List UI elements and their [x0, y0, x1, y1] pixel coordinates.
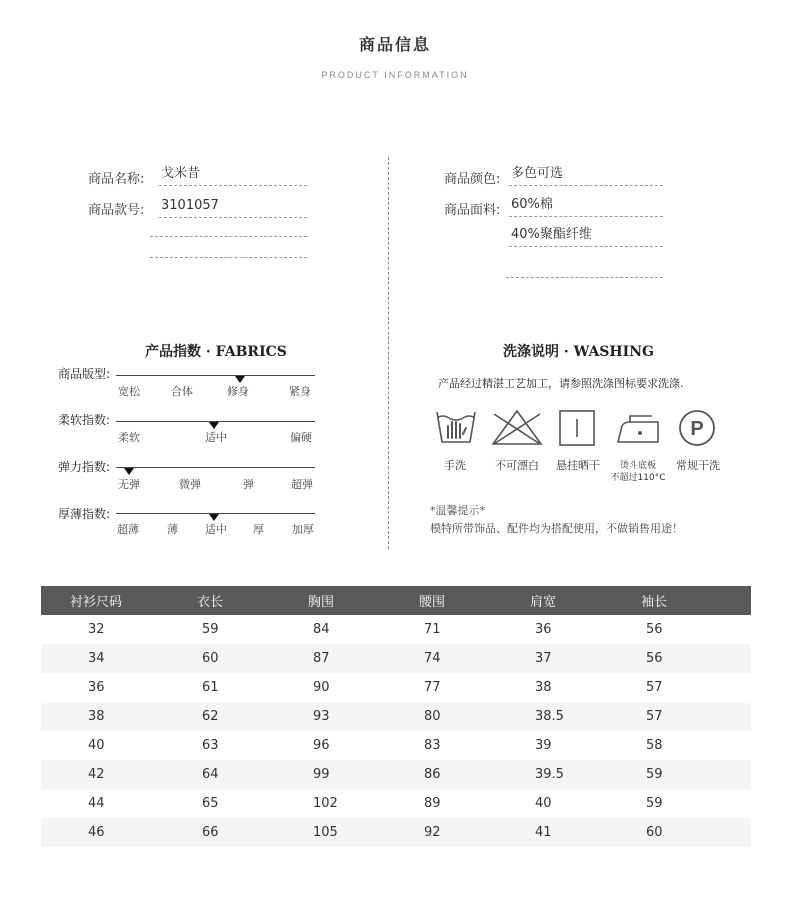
table-cell: 42 — [41, 760, 152, 789]
table-cell: 44 — [88, 796, 105, 811]
column-header: 肩宽 — [485, 586, 596, 615]
table-cell: 46 — [41, 818, 152, 847]
thickness-scale-marker — [209, 514, 219, 521]
fit-scale-label: 商品版型: — [58, 367, 111, 381]
hand-wash-icon — [434, 408, 478, 448]
page-title: 商品信息 — [358, 35, 431, 54]
product-name-label: 商品名称: — [88, 172, 145, 187]
table-cell: 77 — [424, 680, 441, 695]
hang-dry-label: 悬挂晒干 — [556, 459, 600, 472]
table-cell: 65 — [202, 796, 219, 811]
scale-tick: 偏硬 — [290, 431, 312, 444]
elasticity-scale-marker — [124, 468, 134, 475]
scale-tick: 修身 — [227, 385, 249, 398]
scale-tick: 弹 — [243, 478, 254, 491]
table-cell: 38 — [535, 680, 552, 695]
washing-title: 洗涤说明 · WASHING — [503, 344, 654, 360]
table-cell: 87 — [263, 644, 374, 673]
size-table — [41, 586, 751, 847]
table-cell: 66 — [152, 818, 263, 847]
table-header-row — [41, 586, 751, 615]
table-cell: 57 — [596, 702, 751, 731]
scale-tick: 适中 — [205, 431, 227, 444]
scale-tick: 合体 — [171, 385, 193, 398]
table-cell: 56 — [596, 644, 751, 673]
product-code-label: 商品款号: — [88, 203, 145, 218]
dry-clean-icon — [676, 408, 720, 448]
softness-scale-label: 柔软指数: — [58, 413, 111, 427]
table-cell: 39.5 — [485, 760, 596, 789]
table-row — [41, 615, 751, 644]
table-cell: 71 — [424, 622, 441, 637]
blank-line — [150, 236, 307, 237]
fit-scale-line — [116, 375, 315, 376]
scale-tick: 加厚 — [292, 523, 314, 536]
table-cell: 62 — [152, 702, 263, 731]
table-cell: 39 — [535, 738, 552, 753]
table-cell: 86 — [374, 760, 485, 789]
table-cell: 56 — [646, 622, 663, 637]
table-row — [41, 731, 751, 760]
scale-tick: 柔软 — [118, 431, 140, 444]
product-fabric-value-2: 40%聚酯纤维 — [509, 227, 663, 247]
product-fabric-value-1: 60%棉 — [509, 197, 663, 217]
scale-tick: 微弹 — [179, 478, 201, 491]
scale-tick: 薄 — [167, 523, 178, 536]
table-cell: 84 — [313, 622, 330, 637]
table-row — [41, 818, 751, 847]
column-header: 腰围 — [374, 586, 485, 615]
table-cell: 59 — [202, 622, 219, 637]
table-cell: 40 — [535, 796, 552, 811]
table-cell: 38 — [41, 702, 152, 731]
table-cell: 89 — [424, 796, 441, 811]
table-cell: 38.5 — [485, 702, 596, 731]
table-cell: 32 — [88, 622, 105, 637]
table-cell: 36 — [88, 680, 105, 695]
table-cell: 59 — [646, 796, 663, 811]
table-cell: 41 — [485, 818, 596, 847]
section-divider — [388, 157, 389, 549]
iron-label-temp: 不超过110°C — [610, 473, 666, 483]
table-row — [41, 702, 751, 731]
scale-tick: 适中 — [205, 523, 227, 536]
scale-tick: 超薄 — [117, 523, 139, 536]
scale-tick: 宽松 — [118, 385, 140, 398]
table-row — [41, 644, 751, 673]
table-cell: 80 — [374, 702, 485, 731]
table-cell: 60 — [596, 818, 751, 847]
table-cell: 83 — [424, 738, 441, 753]
table-cell: 58 — [646, 738, 663, 753]
fabrics-title: 产品指数 · FABRICS — [145, 344, 287, 360]
column-header: 衣长 — [152, 586, 263, 615]
product-code-value: 3101057 — [159, 198, 307, 218]
table-row — [41, 673, 751, 702]
scale-tick: 厚 — [253, 523, 264, 536]
table-cell: 40 — [88, 738, 105, 753]
iron-label: 烫斗底板 — [619, 461, 656, 471]
scale-tick: 紧身 — [289, 385, 311, 398]
column-header: 胸围 — [263, 586, 374, 615]
table-cell: 34 — [41, 644, 152, 673]
product-fabric-label: 商品面料: — [444, 203, 501, 218]
elasticity-scale-label: 弹力指数: — [58, 460, 111, 474]
table-cell: 74 — [374, 644, 485, 673]
table-cell: 64 — [152, 760, 263, 789]
no-bleach-label: 不可漂白 — [495, 459, 539, 472]
table-cell: 57 — [646, 680, 663, 695]
table-cell: 96 — [313, 738, 330, 753]
scale-tick: 超弹 — [291, 478, 313, 491]
thickness-scale-label: 厚薄指数: — [58, 507, 111, 521]
washing-description: 产品经过精湛工艺加工，请参照洗涤图标要求洗涤. — [438, 377, 684, 390]
table-cell: 59 — [596, 760, 751, 789]
tips-text: 模特所带饰品、配件均为搭配使用，不做销售用途！ — [430, 522, 683, 535]
hand-wash-label: 手洗 — [444, 459, 466, 472]
table-cell: 105 — [263, 818, 374, 847]
table-cell: 92 — [374, 818, 485, 847]
table-cell: 99 — [263, 760, 374, 789]
table-cell: 36 — [535, 622, 552, 637]
blank-line — [506, 277, 663, 278]
product-color-label: 商品颜色: — [444, 172, 501, 187]
table-cell: 102 — [313, 796, 338, 811]
table-row — [41, 760, 751, 789]
no-bleach-icon — [490, 408, 544, 448]
column-header: 衬衫尺码 — [41, 586, 152, 615]
blank-line — [150, 257, 307, 258]
hang-dry-icon — [556, 408, 600, 448]
dry-clean-label: 常规干洗 — [676, 459, 720, 472]
table-cell: 90 — [313, 680, 330, 695]
table-cell: 37 — [485, 644, 596, 673]
product-name-value: 戈米昔 — [159, 166, 307, 186]
elasticity-scale-line — [116, 467, 315, 468]
column-header: 袖长 — [596, 586, 751, 615]
table-cell: 60 — [152, 644, 263, 673]
tips-title: *温馨提示* — [430, 504, 485, 517]
softness-scale-marker — [209, 422, 219, 429]
scale-tick: 无弹 — [118, 478, 140, 491]
table-cell: 93 — [263, 702, 374, 731]
table-row — [41, 789, 751, 818]
svg-text:P: P — [690, 418, 704, 440]
table-cell: 63 — [202, 738, 219, 753]
iron-icon — [614, 410, 662, 450]
product-color-value: 多色可选 — [509, 166, 663, 186]
page-subtitle: PRODUCT INFORMATION — [321, 70, 469, 80]
fit-scale-marker — [235, 376, 245, 383]
table-cell: 61 — [202, 680, 219, 695]
